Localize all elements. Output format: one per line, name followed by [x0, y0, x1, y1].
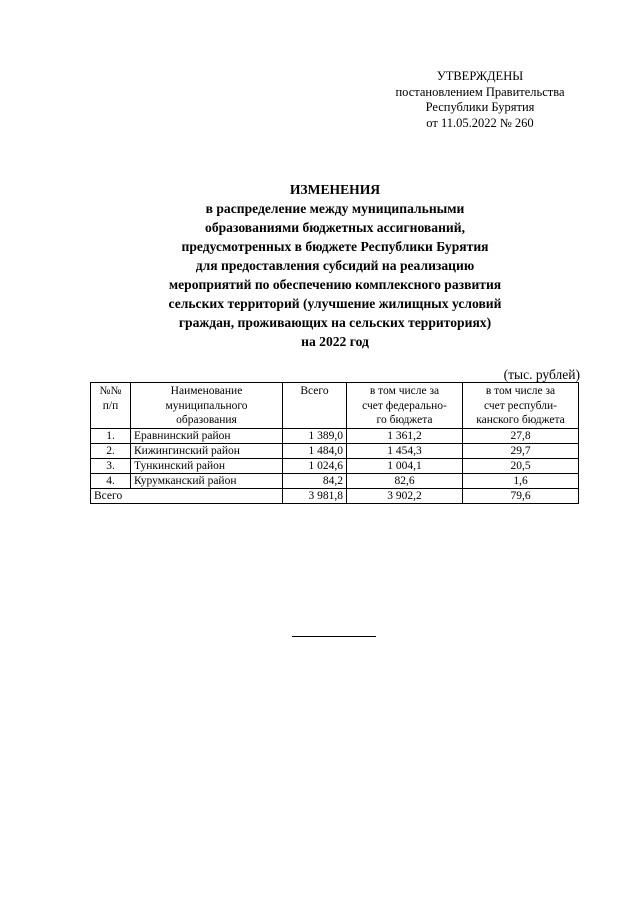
title-heading: ИЗМЕНЕНИЯ — [289, 182, 381, 197]
distribution-table — [90, 382, 579, 504]
cell-total: 1 484,0 — [283, 443, 347, 458]
table-row — [91, 428, 579, 443]
cell-republic: 1,6 — [463, 473, 579, 488]
title-year: на 2022 год — [301, 334, 369, 349]
cell-republic: 20,5 — [463, 458, 579, 473]
cell-name: Кижингинский район — [131, 443, 283, 458]
cell-num: 2. — [91, 443, 131, 458]
cell-total: 1 389,0 — [283, 428, 347, 443]
units-label: (тыс. рублей) — [503, 367, 580, 382]
cell-federal: 82,6 — [347, 473, 463, 488]
cell-federal: 1 361,2 — [347, 428, 463, 443]
cell-total: 84,2 — [283, 473, 347, 488]
cell-num: 3. — [91, 458, 131, 473]
title-line: мероприятий по обеспечению комплексного развития — [168, 277, 502, 292]
cell-total: 3 981,8 — [283, 488, 347, 503]
cell-federal: 1 004,1 — [347, 458, 463, 473]
cell-name: Еравнинский район — [131, 428, 283, 443]
title-line: в распределение между муниципальными — [205, 201, 465, 216]
cell-republic: 29,7 — [463, 443, 579, 458]
cell-name: Тункинский район — [131, 458, 283, 473]
table-row — [91, 458, 579, 473]
header-federal: в том числе за счет федерально- го бюджета — [347, 383, 463, 429]
closing-rule — [292, 636, 376, 637]
title-line: образованиями бюджетных ассигнований, — [205, 220, 465, 235]
title-line: сельских территорий (улучшение жилищных условий — [168, 296, 502, 311]
cell-name: Курумканский район — [131, 473, 283, 488]
header-name: Наименование муниципального образования — [131, 383, 283, 429]
header-num: №№ п/п — [91, 383, 131, 429]
header-republic: в том числе за счет республи- канского бюджета — [463, 383, 579, 429]
approval-heading: УТВЕРЖДЕНЫ — [436, 69, 524, 83]
total-label: Всего — [91, 488, 283, 503]
title-line: для предоставления субсидий на реализацию — [195, 258, 475, 273]
document-title — [120, 180, 550, 351]
cell-num: 1. — [91, 428, 131, 443]
header-total: Всего — [283, 383, 347, 429]
table-total-row — [91, 488, 579, 503]
cell-federal: 3 902,2 — [347, 488, 463, 503]
cell-num: 4. — [91, 473, 131, 488]
approval-line: Республики Бурятия — [425, 100, 535, 115]
table-header-row — [91, 383, 579, 429]
table-row — [91, 473, 579, 488]
title-line: граждан, проживающих на сельских территориях) — [178, 315, 492, 330]
approval-line: постановлением Правительства — [395, 84, 565, 99]
cell-total: 1 024,6 — [283, 458, 347, 473]
approval-block — [362, 69, 598, 131]
cell-federal: 1 454,3 — [347, 443, 463, 458]
approval-date: от 11.05.2022 № 260 — [426, 115, 534, 130]
table-row — [91, 443, 579, 458]
cell-republic: 79,6 — [463, 488, 579, 503]
title-line: предусмотренных в бюджете Республики Бурятия — [181, 239, 489, 254]
cell-republic: 27,8 — [463, 428, 579, 443]
